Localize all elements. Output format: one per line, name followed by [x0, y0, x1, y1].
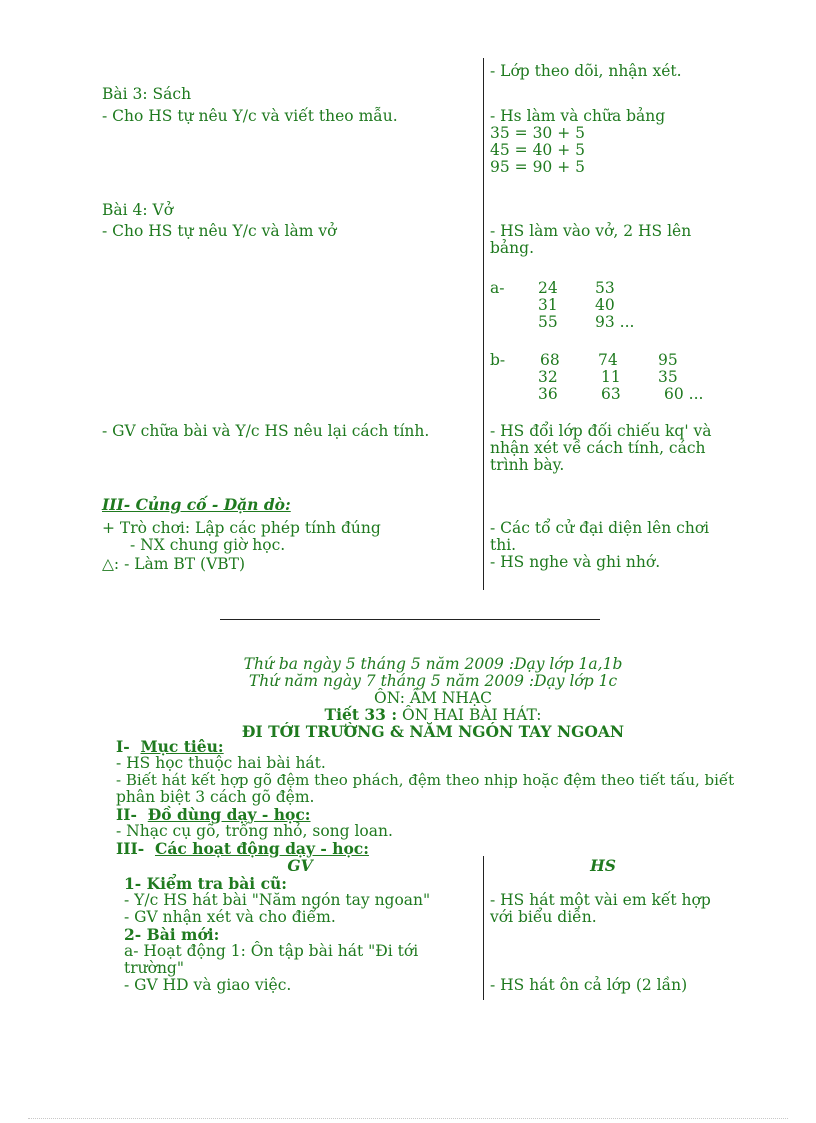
lesson-title-rest: ÔN HAI BÀI HÁT:	[402, 706, 542, 724]
date-line-2: Thứ năm ngày 7 tháng 5 năm 2009 :Dạy lớp 1c	[248, 672, 618, 690]
hs-notebook-line1: - HS làm vào vở, 2 HS lên	[490, 222, 692, 240]
equation-1: 35 = 30 + 5	[490, 124, 585, 142]
date-line-1: Thứ ba ngày 5 tháng 5 năm 2009 :Dạy lớp 1a,1b	[243, 655, 623, 673]
objectives-title: Mục tiêu:	[140, 737, 224, 756]
compare-line2: nhận xét về cách tính, cách	[490, 439, 706, 457]
old-lesson-heading: 1- Kiểm tra bài cũ:	[124, 874, 287, 893]
activities-title: Các hoạt động dạy - học:	[154, 839, 369, 858]
bai3-task: - Cho HS tự nêu Y/c và viết theo mẫu.	[102, 107, 398, 125]
hs-notebook-line2: bảng.	[490, 239, 534, 257]
homework-text: : - Làm BT (VBT)	[113, 555, 246, 573]
activities-number: III-	[116, 839, 145, 858]
bai4-task: - Cho HS tự nêu Y/c và làm vở	[102, 222, 337, 240]
b-cell: 36	[538, 385, 558, 403]
gv-step-1: - Y/c HS hát bài "Năm ngón tay ngoan"	[124, 891, 431, 909]
bai3-title: Bài 3: Sách	[102, 85, 192, 103]
songs-title: ĐI TỚI TRƯỜNG & NĂM NGÓN TAY NGOAN	[241, 722, 625, 741]
class-watch-text: - Lớp theo dõi, nhận xét.	[490, 62, 682, 80]
objective-2a: - Biết hát kết hợp gõ đệm theo phách, đệm theo nhịp hoặc đệm theo tiết tấu, biết	[116, 771, 735, 789]
b-cell: 35	[658, 368, 678, 386]
tools-text: - Nhạc cụ gõ, trống nhỏ, song loan.	[116, 822, 393, 840]
b-cell: 11	[601, 368, 621, 386]
objectives-number: I-	[116, 737, 130, 756]
a-cell: 24	[538, 279, 558, 297]
b-cell: 74	[598, 351, 618, 369]
a-cell: 55	[538, 313, 558, 331]
section-separator	[220, 619, 600, 620]
gv-step-3: - GV HD và giao việc.	[124, 976, 292, 994]
column-header-hs: HS	[590, 856, 616, 875]
subject-title: ÔN: ÂM NHẠC	[374, 689, 492, 707]
a-label: a-	[490, 279, 505, 297]
a-cell: 93 ...	[595, 313, 635, 331]
tools-number: II-	[116, 805, 137, 824]
objective-2b: phân biệt 3 cách gõ đệm.	[116, 788, 315, 806]
tools-heading	[116, 806, 311, 823]
objectives-heading	[116, 738, 224, 755]
hs-step-2: - HS hát ôn cả lớp (2 lần)	[490, 976, 688, 994]
hs-board-text: - Hs làm và chữa bảng	[490, 107, 666, 125]
listen-text: - HS nghe và ghi nhớ.	[490, 553, 661, 571]
a-cell: 40	[595, 296, 615, 314]
groups-line2: thi.	[490, 536, 517, 554]
b-cell: 60 ...	[664, 385, 704, 403]
triangle-icon: △	[102, 555, 114, 573]
compare-line3: trình bày.	[490, 456, 565, 474]
bai4-title: Bài 4: Vở	[102, 201, 174, 219]
compare-line1: - HS đổi lớp đối chiếu kq' và	[490, 422, 712, 440]
lesson-number: Tiết 33 :	[324, 705, 398, 724]
section3-title: III- Củng cố - Dặn dò:	[102, 495, 291, 514]
equation-3: 95 = 90 + 5	[490, 158, 585, 176]
game-text: + Trò chơi: Lập các phép tính đúng	[102, 519, 381, 537]
activity-1-line1: a- Hoạt động 1: Ôn tập bài hát "Đi tới	[124, 942, 419, 960]
hs-step-1b: với biểu diễn.	[490, 908, 597, 926]
tools-title: Đồ dùng dạy - học:	[147, 805, 311, 824]
nx-text: - NX chung giờ học.	[130, 536, 286, 554]
column-header-gv: GV	[287, 856, 313, 875]
b-cell: 95	[658, 351, 678, 369]
page-bottom-border	[28, 1118, 788, 1119]
hs-step-1a: - HS hát một vài em kết hợp	[490, 891, 711, 909]
activity-1-line2: trường"	[124, 959, 184, 977]
new-lesson-heading: 2- Bài mới:	[124, 925, 220, 944]
b-cell: 63	[601, 385, 621, 403]
b-cell: 32	[538, 368, 558, 386]
table-divider-bottom	[483, 856, 484, 1000]
gv-step-2: - GV nhận xét và cho điểm.	[124, 908, 336, 926]
groups-line1: - Các tổ cử đại diện lên chơi	[490, 519, 710, 537]
b-cell: 68	[540, 351, 560, 369]
a-cell: 53	[595, 279, 615, 297]
b-label: b-	[490, 351, 506, 369]
equation-2: 45 = 40 + 5	[490, 141, 585, 159]
activities-heading	[116, 840, 369, 857]
gv-fix-text: - GV chữa bài và Y/c HS nêu lại cách tính.	[102, 422, 430, 440]
homework-line	[102, 556, 245, 573]
objective-1: - HS học thuộc hai bài hát.	[116, 754, 326, 772]
table-divider-top	[483, 58, 484, 590]
a-cell: 31	[538, 296, 558, 314]
